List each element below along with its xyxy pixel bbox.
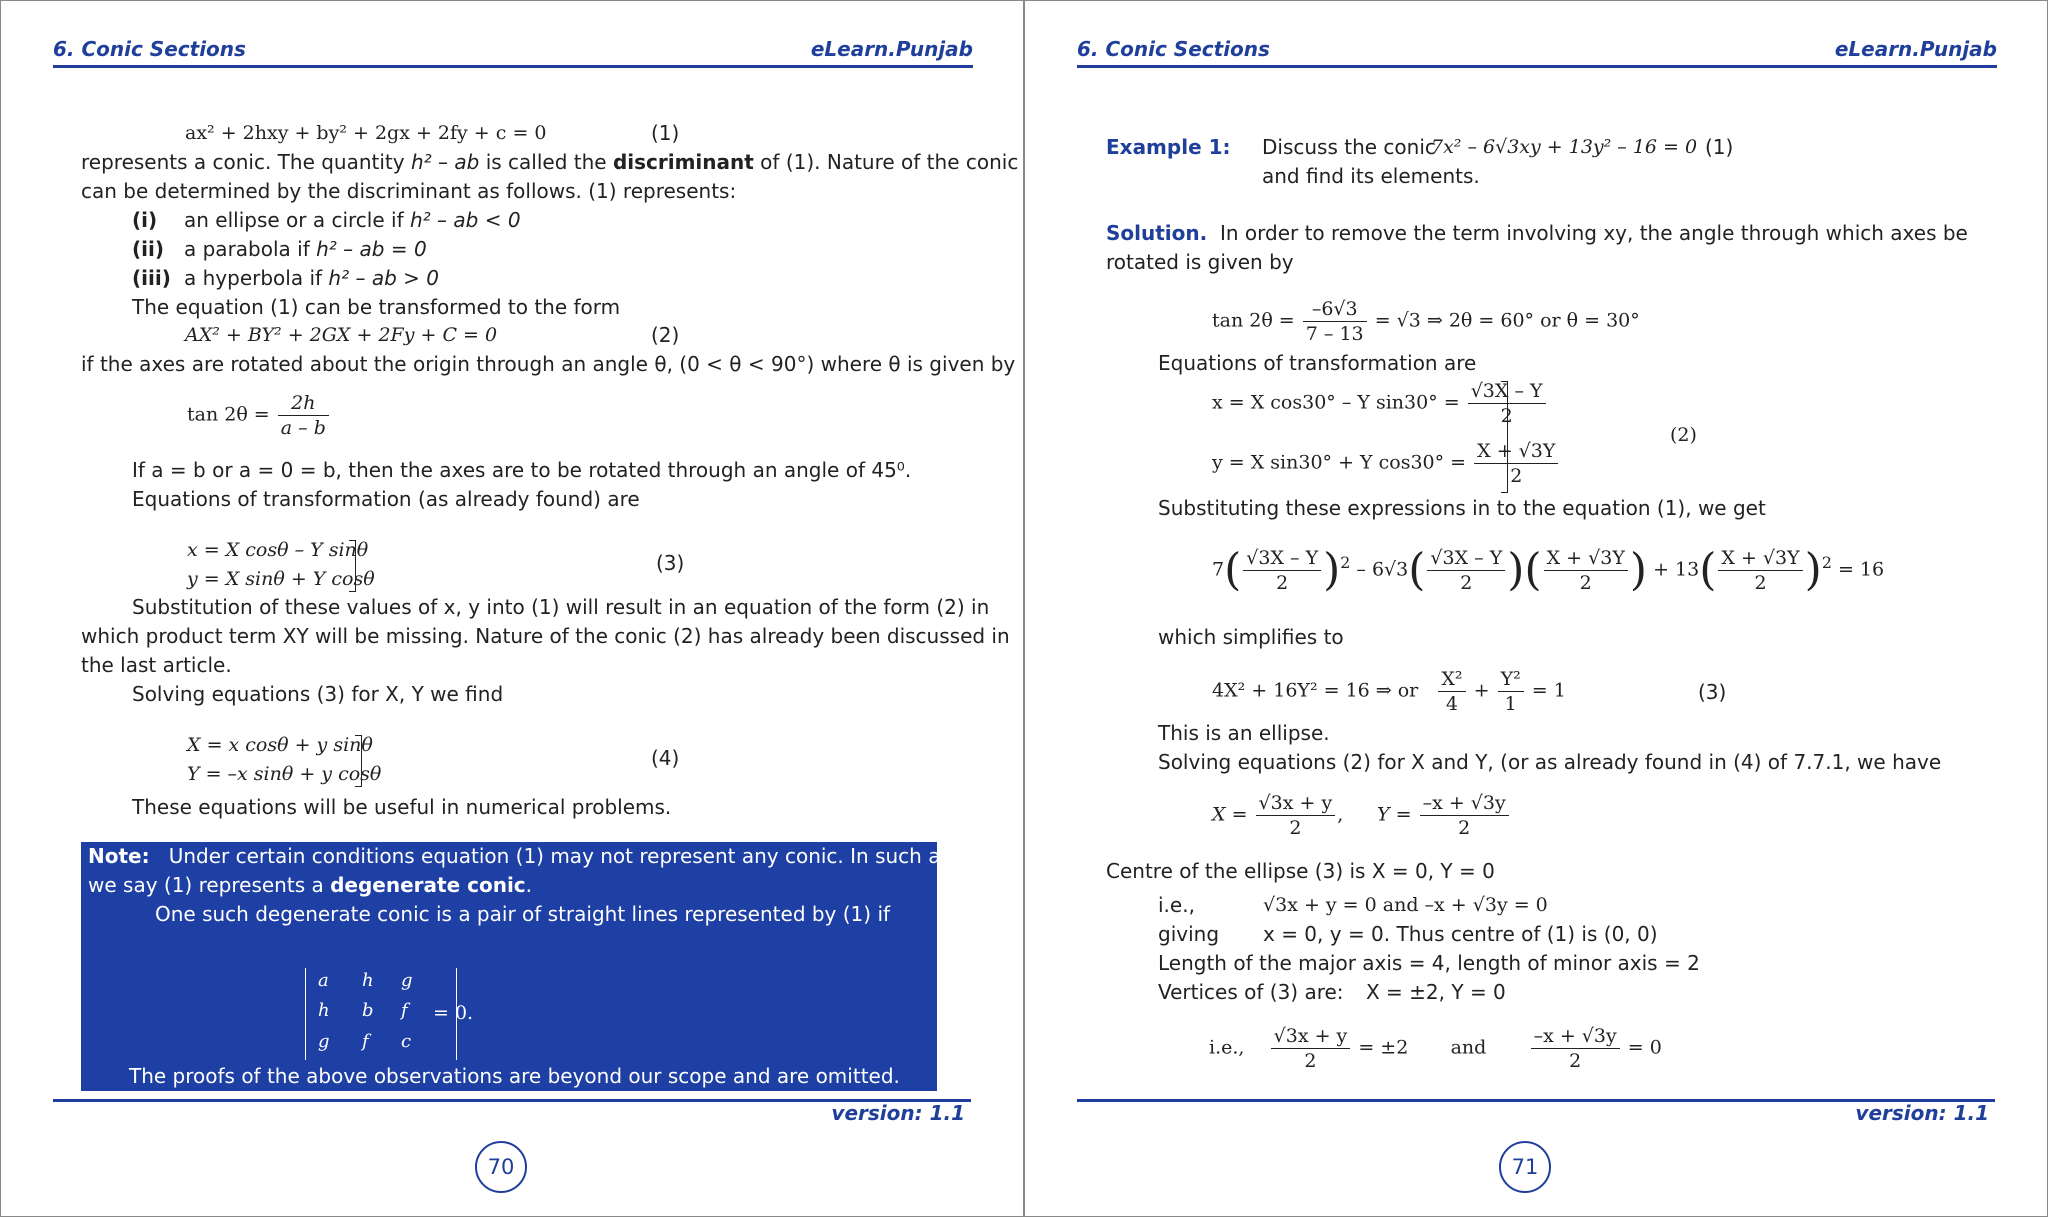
example-text: and find its elements. (1262, 164, 1480, 188)
list-item-text: a parabola if h² – ab = 0 (184, 237, 427, 261)
note-line: The proofs of the above observations are beyond our scope and are omitted. (129, 1064, 900, 1088)
giving-text: x = 0, y = 0. Thus centre of (1) is (0, 0) (1263, 922, 1658, 946)
tan-formula: tan 2θ = $\frac{2h}{a - b}$ (187, 391, 331, 440)
equation-number: (2) (1670, 424, 1697, 446)
vertex-equations: i.e., $\frac{√3x + y}{2}$ = ±2 and $\frac{-x + √3y}{2}$ = 0 (1209, 1025, 1662, 1072)
solved-X: X = $\frac{√3x + y}{2}$ , (1212, 792, 1344, 839)
paragraph-line: Centre of the ellipse (3) is X = 0, Y = 0 (1106, 859, 1495, 883)
example-equation: 7x² – 6√3xy + 13y² – 16 = 0 (1431, 136, 1698, 158)
equation-4b: Y = –x sinθ + y cosθ (187, 763, 382, 785)
chapter-title: 6. Conic Sections (53, 37, 246, 61)
equation-1: ax² + 2hxy + by² + 2gx + 2fy + c = 0 (185, 122, 547, 144)
substituted-equation: 7( $\frac{√3X - Y}{2}$ )$^2$ – 6√3( $\frac{√3X - Y}{2}$ )( $\frac{X + √3Y}{2}$ ) + 13( $\frac{X + √3Y}{2}$ )$^2$ = 16 (1212, 544, 1885, 596)
equation-4a: X = x cosθ + y sinθ (187, 734, 373, 756)
note-line: One such degenerate conic is a pair of straight lines represented by (1) if (155, 902, 891, 926)
publisher-name: eLearn.Punjab (1834, 37, 1997, 61)
paragraph-line: Substitution of these values of x, y into (1) will result in an equation of the form (2) in (132, 595, 990, 619)
equation-3b: y = X sinθ + Y cosθ (187, 568, 375, 590)
equation-3a: x = X cosθ – Y sinθ (187, 539, 369, 561)
equation-number: (1) (1705, 135, 1734, 159)
paragraph-line: the last article. (81, 653, 232, 677)
determinant-rhs: = 0. (433, 1002, 474, 1024)
paragraph-line: Substituting these expressions in to the equation (1), we get (1158, 496, 1766, 520)
publisher-name: eLearn.Punjab (810, 37, 973, 61)
transform-y: y = X sin30° + Y cos30° = $\frac{X + √3Y}{2}$ (1212, 439, 1560, 488)
determinant: a h g h b f g f c (305, 968, 457, 1060)
transform-x: x = X cos30° – Y sin30° = $\frac{√3X - Y}{2}$ (1212, 379, 1548, 428)
list-item: (i) (132, 208, 158, 232)
vertices-text: X = ±2, Y = 0 (1366, 980, 1506, 1004)
page-header (53, 35, 973, 68)
bracket (355, 735, 362, 787)
vertices-label: Vertices of (3) are: (1158, 980, 1344, 1004)
solution-line: Solution. In order to remove the term involving xy, the angle through which axes be (1106, 221, 1968, 245)
list-item: (iii) (132, 266, 171, 290)
note-line: Note: Under certain conditions equation (1) may not represent any conic. In such a case (88, 844, 993, 868)
centre-equations: √3x + y = 0 and –x + √3y = 0 (1263, 894, 1548, 916)
paragraph-line: which product term XY will be missing. Nature of the conic (2) has already been discussed in (81, 624, 1010, 648)
paragraph-line: Solving equations (3) for X, Y we find (132, 682, 504, 706)
paragraph-line: Equations of transformation are (1158, 351, 1477, 375)
equation-number: (4) (651, 746, 680, 770)
chapter-title: 6. Conic Sections (1077, 37, 1270, 61)
paragraph-line: These equations will be useful in numerical problems. (132, 795, 672, 819)
list-item-text: a hyperbola if h² – ab > 0 (184, 266, 439, 290)
tan-formula: tan 2θ = $\frac{-6√3}{7 - 13}$ = √3 ⇒ 2θ = 60° or θ = 30° (1212, 298, 1640, 345)
paragraph-line: can be determined by the discriminant as follows. (1) represents: (81, 179, 737, 203)
version-label: version: 1.1 (1855, 1101, 1989, 1125)
example-text: Discuss the conic (1262, 135, 1436, 159)
equation-number: (1) (651, 121, 680, 145)
equation-2: AX² + BY² + 2GX + 2Fy + C = 0 (185, 324, 498, 346)
equation-number: (2) (651, 323, 680, 347)
paragraph-line: which simplifies to (1158, 625, 1344, 649)
paragraph-line: This is an ellipse. (1158, 721, 1330, 745)
bracket (349, 540, 356, 592)
page-number: 70 (475, 1141, 527, 1193)
paragraph-line: if the axes are rotated about the origin through an angle θ, (0 < θ < 90°) where θ is given by (81, 352, 1016, 376)
paragraph-line: Length of the major axis = 4, length of minor axis = 2 (1158, 951, 1700, 975)
paragraph-line: If a = b or a = 0 = b, then the axes are to be rotated through an angle of 45⁰. (132, 458, 912, 482)
version-label: version: 1.1 (831, 1101, 965, 1125)
paragraph-line: Solving equations (2) for X and Y, (or as already found in (4) of 7.7.1, we have (1158, 750, 1942, 774)
note-box (81, 842, 993, 1091)
equation-3: 4X² + 16Y² = 16 ⇒ or $\frac{\text{X²}}{4}$ + $\frac{\text{Y²}}{1}$ = 1 (1212, 668, 1566, 715)
ie-label: i.e., (1158, 893, 1195, 917)
bracket (1501, 381, 1508, 493)
paragraph-line: rotated is given by (1106, 250, 1294, 274)
note-line: we say (1) represents a degenerate conic. (88, 873, 533, 897)
solved-Y: Y = $\frac{-x + √3y}{2}$ (1377, 791, 1511, 840)
list-item: (ii) (132, 237, 164, 261)
paragraph-line: The equation (1) can be transformed to the form (132, 295, 621, 319)
page-number: 71 (1499, 1141, 1551, 1193)
giving-label: giving (1158, 922, 1220, 946)
paragraph-line: Equations of transformation (as already found) are (132, 487, 640, 511)
list-item-text: an ellipse or a circle if h² – ab < 0 (184, 208, 521, 232)
paragraph-line: represents a conic. The quantity h² – ab is called the discriminant of (1). Nature of the conic (81, 150, 1019, 174)
equation-number: (3) (1698, 680, 1727, 704)
page-right (1024, 0, 2048, 1217)
page-header (1077, 35, 1997, 68)
example-label: Example 1: (1106, 135, 1231, 159)
equation-number: (3) (656, 551, 685, 575)
